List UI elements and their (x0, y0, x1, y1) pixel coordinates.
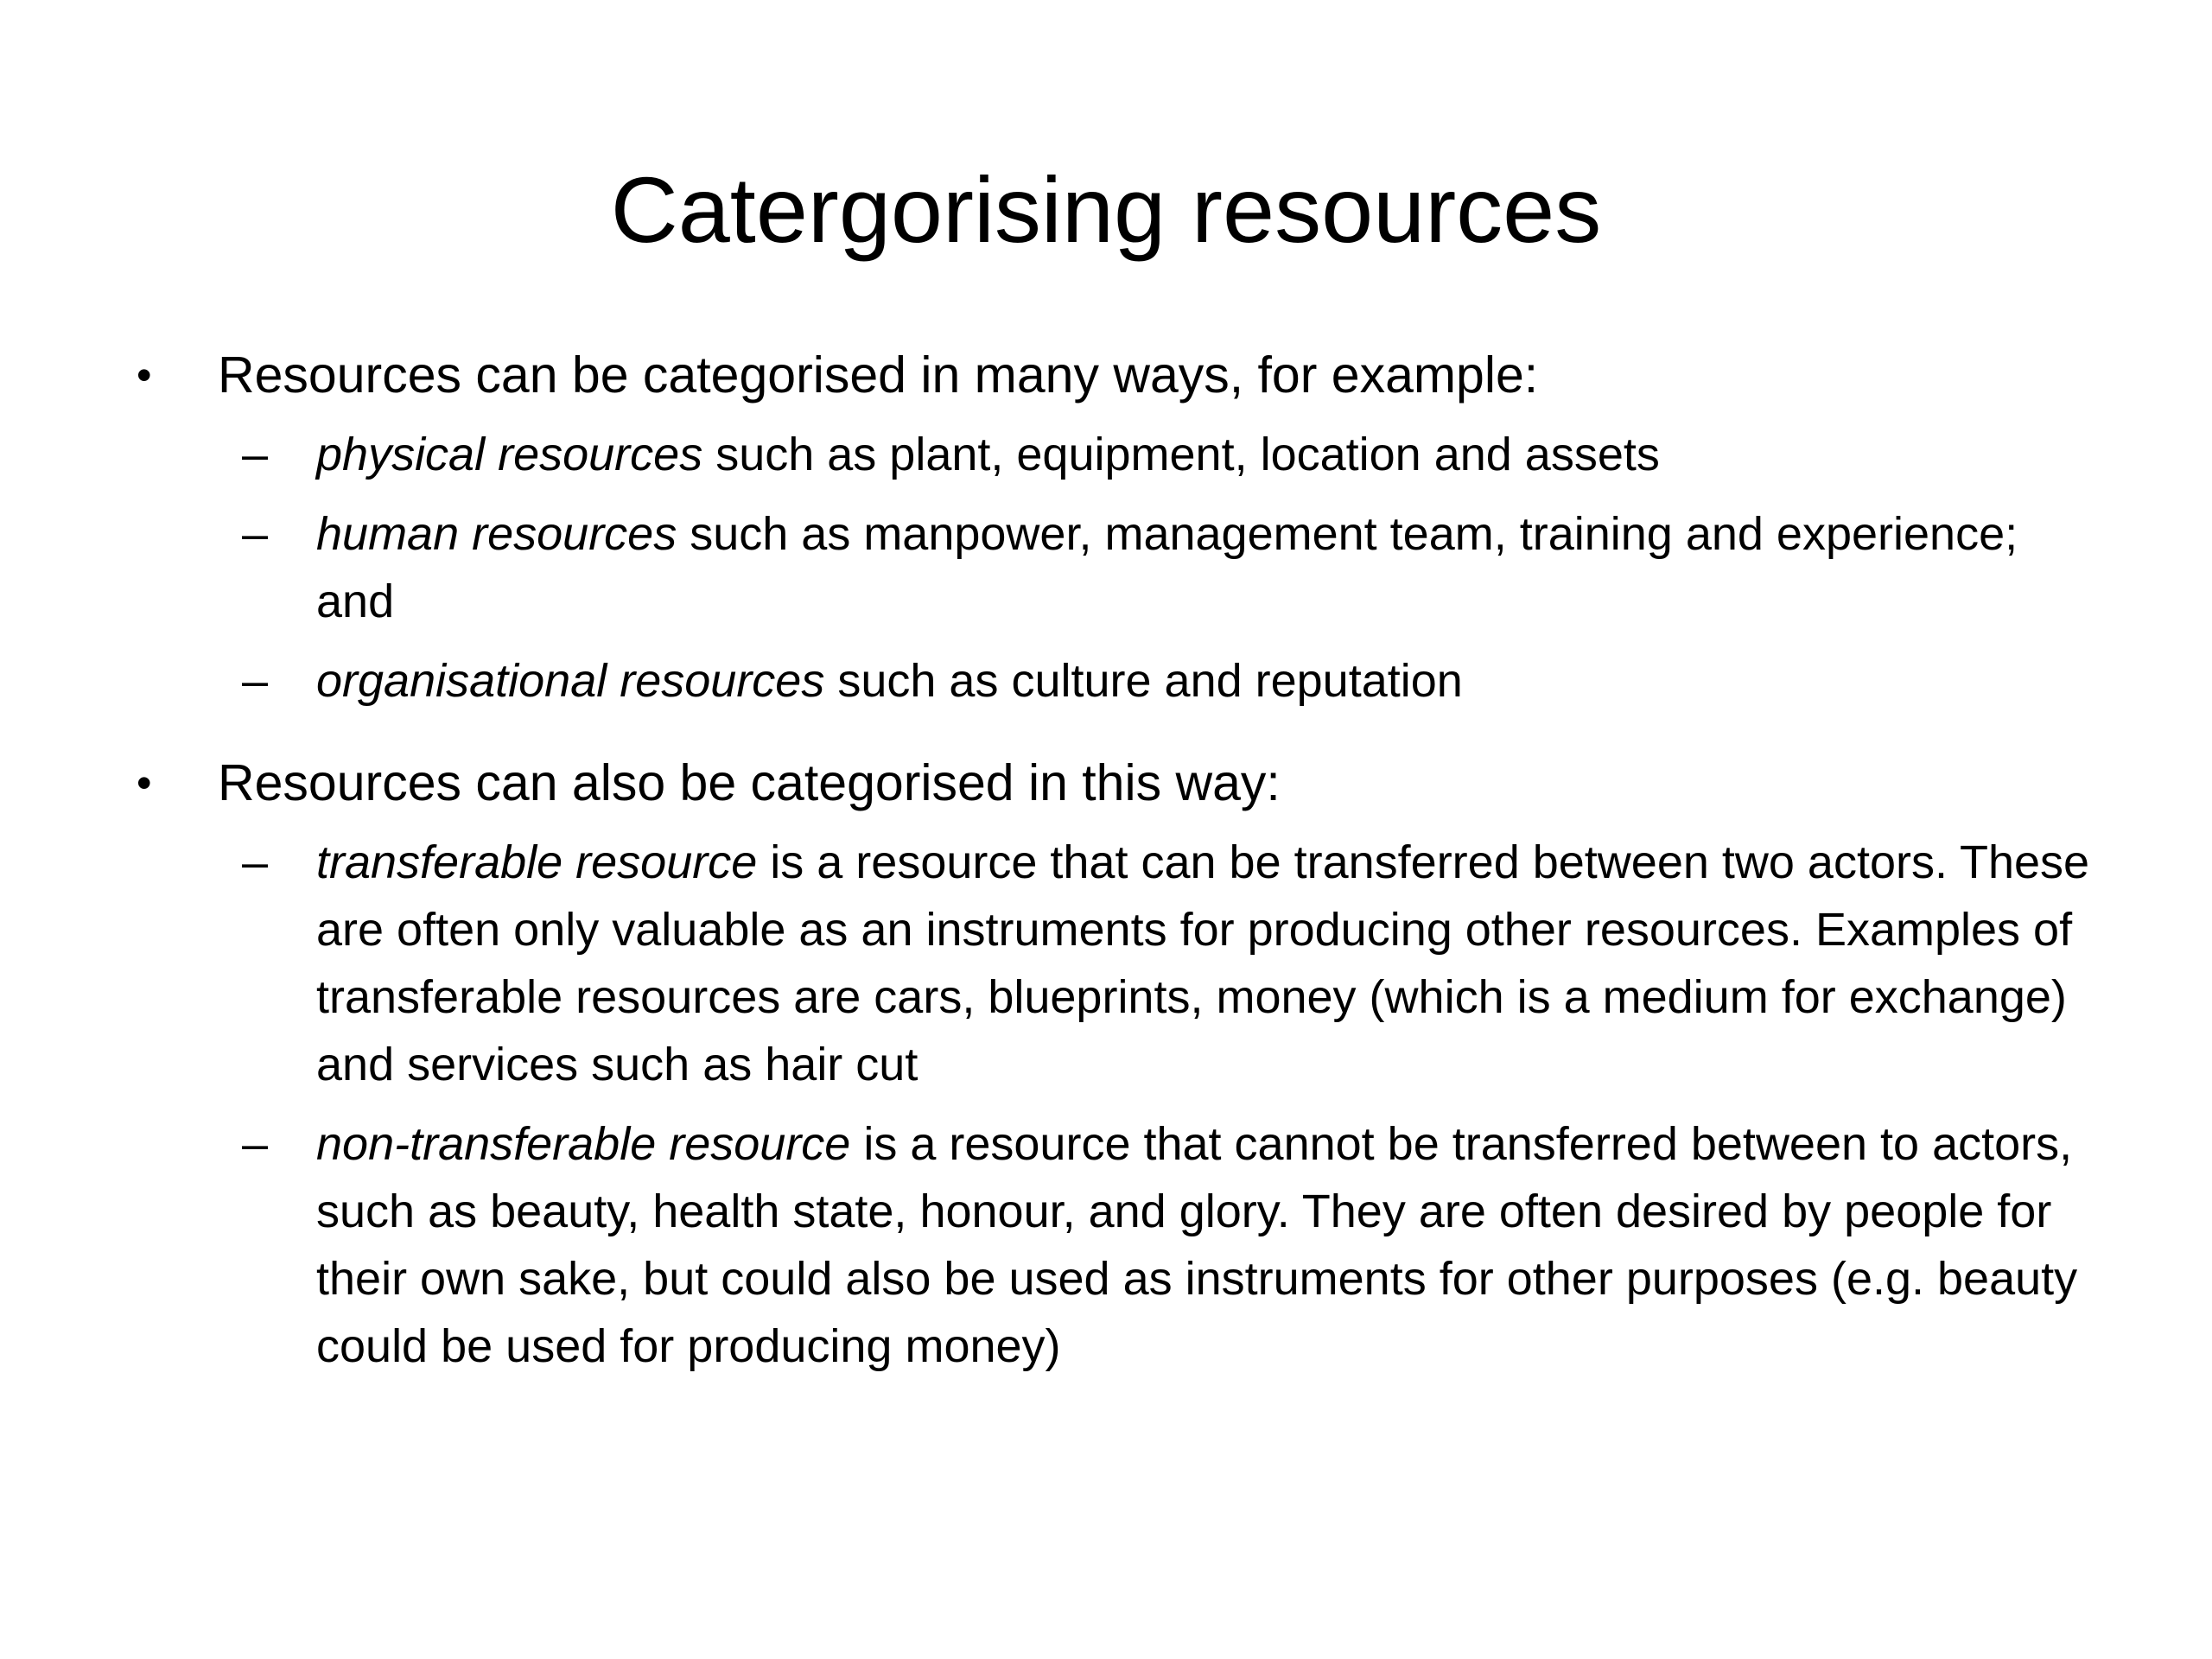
slide-content (130, 341, 2108, 1401)
slide-title: Catergorising resources (610, 157, 1602, 262)
sub-list (218, 829, 2108, 1380)
bullet-marker-icon: • (137, 351, 152, 399)
dash-marker-icon: – (242, 655, 269, 707)
sub-item (130, 829, 2108, 1098)
bullet-marker-icon: • (137, 759, 152, 807)
dash-marker-icon: – (242, 836, 269, 888)
sub-term: human resources (316, 508, 677, 560)
sub-term: physical resources (316, 429, 703, 480)
sub-list (218, 421, 2108, 715)
sub-text: such as culture and reputation (824, 655, 1463, 707)
sub-term: transferable resource (316, 836, 758, 888)
sub-term: organisational resources (316, 655, 825, 707)
sub-item (130, 421, 2108, 488)
sub-item (130, 500, 2108, 635)
bullet-text: Resources can also be categorised in this way: (218, 754, 1281, 811)
bullet-item (130, 749, 2108, 1380)
bullet-item (130, 341, 2108, 715)
dash-marker-icon: – (242, 429, 269, 480)
sub-item (130, 647, 2108, 715)
bullet-text: Resources can be categorised in many ways, for example: (218, 346, 1539, 404)
sub-text: such as plant, equipment, location and assets (702, 429, 1660, 480)
dash-marker-icon: – (242, 1118, 269, 1170)
sub-item (130, 1110, 2108, 1380)
dash-marker-icon: – (242, 508, 269, 560)
sub-text: such as manpower, management team, training and experience; and (316, 508, 2018, 627)
sub-text: is a resource that can be transferred between two actors. These are often only valuable as an instruments for producing other resources. Examples of transferable resources are cars, blueprints, money (which is a medium for exchange) and services such as hair cut (316, 836, 2090, 1090)
sub-text: is a resource that cannot be transferred between to actors, such as beauty, health state, honour, and glory. They are often desired by people for their own sake, but could also be used as instruments for other purposes (e.g. beauty could be used for producing money) (316, 1118, 2078, 1372)
sub-term: non-transferable resource (316, 1118, 851, 1170)
